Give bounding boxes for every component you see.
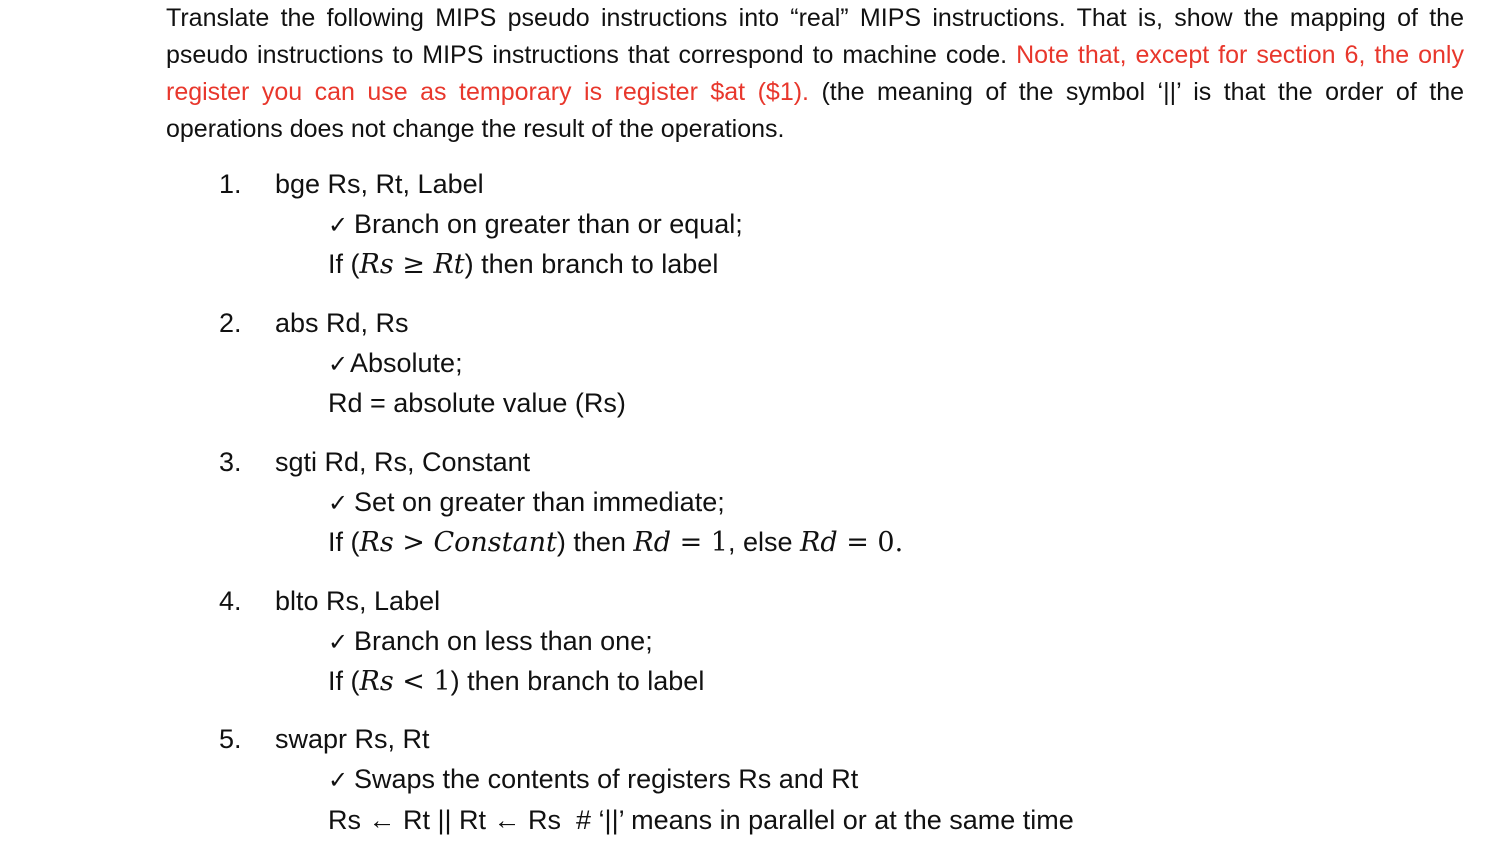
checkmark-icon: ✓ [328,766,349,794]
detail-text: If ( [328,527,360,557]
intro-paragraph [166,0,1464,148]
item-instruction: sgti Rd, Rs, Constant [275,447,531,477]
intro-text-end: (the meaning of the symbol ‘||’ is that the order of the operations does not change the result of the operations. [166,78,1464,143]
detail-text: Rs ← Rt || Rt ← Rs # ‘||’ means in parallel or at the same time [328,805,1074,835]
checkmark-icon: ✓ [328,628,349,656]
item-description-row [328,207,743,242]
checkmark-icon: ✓ [328,350,349,378]
list-item-1 [219,167,484,201]
checkmark-icon: ✓ [328,489,349,517]
item-description: Branch on greater than or equal; [354,209,743,239]
math-expression: Rs [359,666,394,697]
item-instruction: abs Rd, Rs [275,308,409,338]
intro-note: Note that, except for section 6, the only register you can use as temporary is register $at ($1). [166,41,1464,106]
item-detail-row [328,247,718,282]
math-expression: Rd [633,527,671,558]
item-detail-row [328,664,704,699]
item-description-row [328,762,858,797]
detail-text: ) then branch to label [464,249,719,279]
item-number: 1. [219,169,242,199]
math-expression: Rs > Constant [359,527,557,558]
math-expression: Rs ≥ Rt [359,249,465,280]
detail-text: If ( [328,249,360,279]
item-number: 2. [219,308,242,338]
detail-text: , else [727,527,801,557]
item-description-row [328,485,725,520]
detail-text: If ( [328,666,360,696]
item-number: 5. [219,724,242,754]
item-number: 4. [219,586,242,616]
item-detail-row [328,386,626,420]
item-detail-row [328,525,903,560]
detail-text: ) then [556,527,634,557]
math-expression: = 0. [837,527,904,558]
item-instruction: swapr Rs, Rt [275,724,430,754]
item-description: Absolute; [350,348,463,378]
item-number: 3. [219,447,242,477]
checkmark-icon: ✓ [328,211,349,239]
item-instruction: bge Rs, Rt, Label [275,169,484,199]
item-detail-row [328,803,1074,837]
item-description-row [328,624,653,659]
item-description: Swaps the contents of registers Rs and Rt [354,764,859,794]
list-item-4 [219,584,440,618]
math-expression: < 1 [393,666,451,697]
intro-text: Translate the following MIPS pseudo instructions into “real” MIPS instructions. That is, show the mapping of the pseudo instructions to MIPS instructions that correspond to machine code. [166,4,1464,69]
item-instruction: blto Rs, Label [275,586,441,616]
math-expression: Rd [800,527,838,558]
item-description: Branch on less than one; [354,626,653,656]
detail-text: Rd = absolute value (Rs) [328,388,626,418]
item-description: Set on greater than immediate; [354,487,725,517]
list-item-2 [219,306,409,340]
list-item-5 [219,722,430,756]
math-expression: = 1 [671,527,728,558]
item-description-row [328,346,463,381]
list-item-3 [219,445,530,479]
detail-text: ) then branch to label [450,666,705,696]
